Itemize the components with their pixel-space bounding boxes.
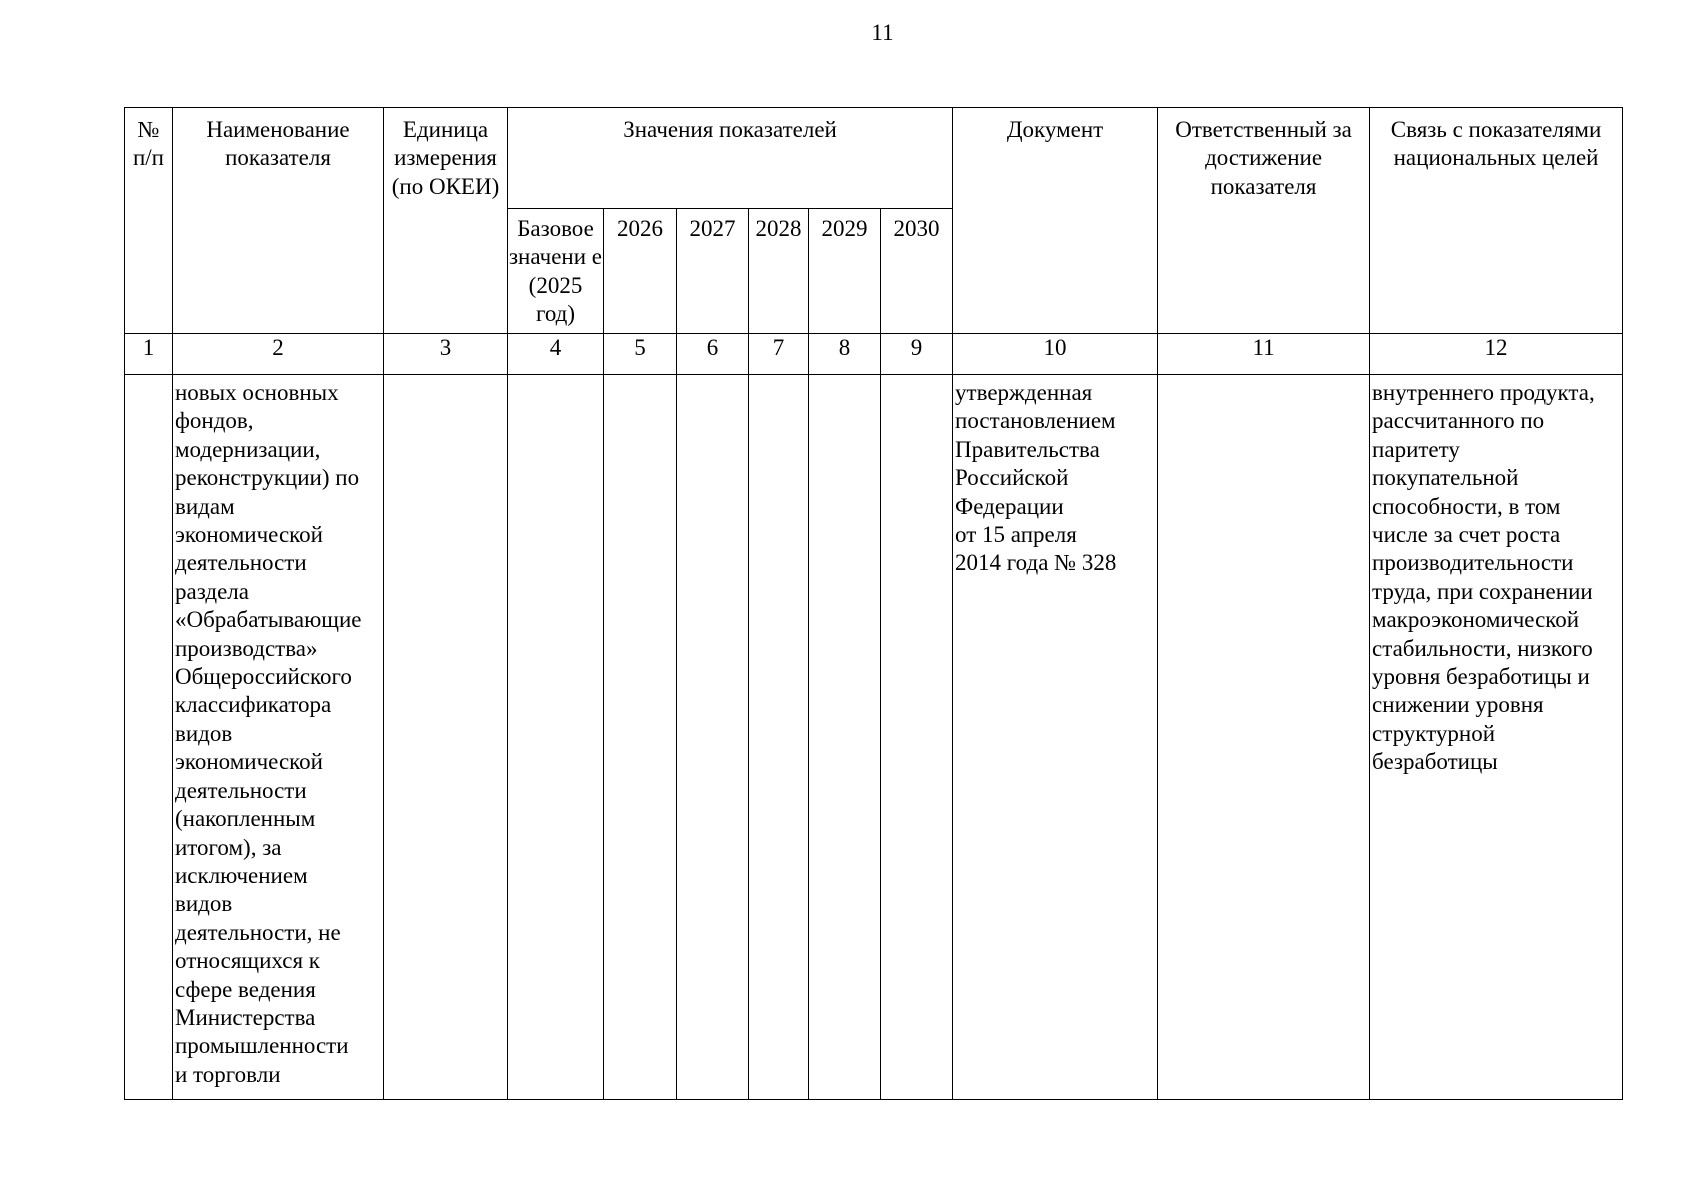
row-unit-cell (384, 375, 508, 1100)
header-base-value (508, 209, 604, 334)
header-name (173, 108, 384, 334)
row-link-text: внутреннего продукта, рассчитанного по паритету покупательной способности, в том числе за счет роста производительности труда, при сохранении макроэкономической стабильности, низкого уровня безработицы и снижении уровня структурной безработицы (1372, 380, 1595, 775)
column-number: 9 (881, 334, 953, 375)
header-unit (384, 108, 508, 334)
row-responsible-cell (1158, 375, 1370, 1100)
row-2030-cell (881, 375, 953, 1100)
header-link-text: Связь с показателями национальных целей (1390, 117, 1602, 171)
column-number: 11 (1158, 334, 1370, 375)
header-2030 (881, 209, 953, 334)
header-2027-text: 2027 (689, 216, 736, 241)
header-unit-text: Единица измерения (по ОКЕИ) (391, 117, 500, 199)
header-2029-text: 2029 (821, 216, 868, 241)
header-2028-text: 2028 (755, 216, 802, 241)
header-2027 (677, 209, 749, 334)
header-2028 (749, 209, 809, 334)
column-number: 6 (677, 334, 749, 375)
row-name-text: новых основных фондов, модернизации, реконструкции) по видам экономической деятельности раздела «Обрабатывающие производства» Общероссийского классификатора видов экономической деятельности (накопленным итогом), за исключением видов деятельности, не относящихся к сфере ведения Министерства промышленности и торговли (175, 380, 362, 1087)
header-responsible (1158, 108, 1370, 334)
page-number: 11 (871, 20, 894, 45)
header-2029 (809, 209, 881, 334)
row-link-cell (1370, 375, 1623, 1100)
row-document-text: утвержденная постановлением Правительства Российской Федерации от 15 апреля 2014 года № 328 (955, 380, 1117, 576)
header-document-text: Документ (1006, 117, 1104, 142)
row-name-cell (173, 375, 384, 1100)
column-number: 4 (508, 334, 604, 375)
indicators-table (124, 107, 1623, 1100)
row-2028-cell (749, 375, 809, 1100)
header-num (125, 108, 173, 334)
row-2029-cell (809, 375, 881, 1100)
header-2026 (604, 209, 677, 334)
header-values-group (508, 108, 953, 209)
column-number: 3 (384, 334, 508, 375)
header-name-text: Наименование показателя (206, 117, 350, 171)
column-number: 5 (604, 334, 677, 375)
header-responsible-text: Ответственный за достижение показателя (1175, 117, 1352, 199)
header-values-group-text: Значения показателей (623, 117, 837, 142)
table-row (125, 375, 1623, 1100)
row-2026-cell (604, 375, 677, 1100)
header-link (1370, 108, 1623, 334)
row-document-cell (953, 375, 1158, 1100)
row-2027-cell (677, 375, 749, 1100)
row-num-cell (125, 375, 173, 1100)
column-number: 1 (125, 334, 173, 375)
header-document (953, 108, 1158, 334)
column-number: 2 (173, 334, 384, 375)
header-2030-text: 2030 (893, 216, 940, 241)
column-number: 12 (1370, 334, 1623, 375)
header-row-1 (125, 108, 1623, 209)
column-number-row (125, 334, 1623, 375)
row-base-value-cell (508, 375, 604, 1100)
column-number: 7 (749, 334, 809, 375)
header-2026-text: 2026 (617, 216, 663, 241)
column-number: 10 (953, 334, 1158, 375)
header-num-text: № п/п (132, 117, 164, 171)
header-base-value-text: Базовое значени е (2025 год) (508, 216, 603, 327)
column-number: 8 (809, 334, 881, 375)
